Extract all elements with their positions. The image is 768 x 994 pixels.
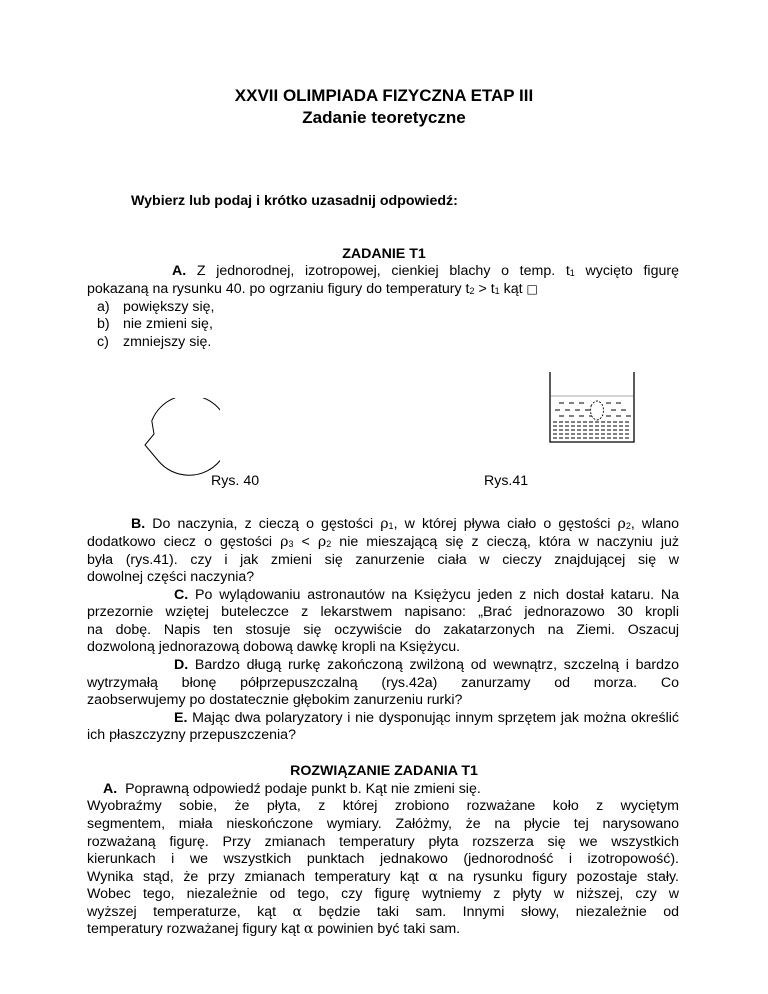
part-e-label: E. — [174, 710, 188, 726]
solution-a-label: A. — [103, 781, 118, 797]
part-a-label: A. — [172, 263, 187, 279]
solution-heading: ROZWIĄZANIE ZADANIA T1 — [290, 763, 478, 779]
part-c-line-2: przezornie wziętej buteleczce z lekarstwem napisano: „Brać jednorazowo 30 kropli — [87, 604, 679, 620]
instruction: Wybierz lub podaj i krótko uzasadnij odpowiedź: — [131, 193, 458, 209]
solution-line-4: kierunkach i we wszystkich punktach jednakowo (jednorodność i izotropowość). — [87, 851, 679, 867]
part-d-line-2: wytrzymałą błonę półprzepuszczalną (rys.42a) zanurzamy od morza. Co — [87, 675, 679, 691]
part-c-line-1: C. Po wylądowaniu astronautów na Księżycu jeden z nich dostał kataru. Na — [174, 587, 679, 603]
figure-40-disc — [128, 398, 220, 490]
figure-40-caption: Rys. 40 — [211, 473, 260, 489]
part-c-label: C. — [174, 587, 189, 603]
solution-a-first-line: A. Poprawną odpowiedź podaje punkt b. Kąt nie zmieni się. — [103, 781, 481, 797]
task-heading: ZADANIE T1 — [342, 246, 426, 262]
part-a-line-1: A. Z jednorodnej, izotropowej, cienkiej blachy o temp. $t_1$ wycięto figurę — [172, 263, 679, 279]
solution-line-8: temperatury rozważanej figury kąt α powinien być taki sam. — [87, 921, 461, 937]
part-c-line-3: na dobę. Napis ten stosuje się oczywiście do zakatarzonych na Ziemi. Oszacuj — [87, 622, 679, 638]
solution-line-5: Wynika stąd, że przy zmianach temperatury kąt α na rysunku figury pozostaje stały. — [87, 869, 679, 885]
document-subtitle: Zadanie teoretyczne — [302, 108, 466, 127]
part-d-label: D. — [174, 657, 189, 673]
missing-glyph: □ — [526, 282, 538, 296]
part-b-line-4: dowolnej części naczynia? — [87, 569, 255, 585]
option-a: a) powiększy się, — [97, 299, 215, 315]
part-d-line-1: D. Bardzo długą rurkę zakończoną zwilżoną od wewnątrz, szczelną i bardzo — [174, 657, 679, 673]
solution-line-7: wyższej temperaturze, kąt α będzie taki sam. Innymi słowy, niezależnie od — [87, 904, 679, 920]
figure-41-caption: Rys.41 — [484, 473, 529, 489]
solution-line-6: Wobec tego, niezależnie od tego, czy figurę wytniemy z płyty w niższej, czy w — [87, 886, 679, 902]
part-a-line-2: pokazaną na rysunku 40. po ogrzaniu figury do temperatury $t_2 > t_1$ kąt □ — [87, 281, 538, 297]
solution-line-1: Wyobraźmy sobie, że płyta, z której zrobiono rozważane koło z wyciętym — [87, 798, 679, 814]
option-b: b) nie zmieni się, — [97, 316, 213, 332]
part-e-line-2: ich płaszczyzny przepuszczenia? — [87, 727, 296, 743]
part-e-line-1: E. Mając dwa polaryzatory i nie dysponując innym sprzętem jak można określić — [174, 710, 679, 726]
solution-line-3: rozważaną figurę. Przy zmianach temperatury płyta rozszerza się we wszystkich — [87, 834, 679, 850]
solution-line-2: segmentem, miała nieskończone wymiary. Załóżmy, że na płycie tej narysowano — [87, 816, 679, 832]
part-d-line-3: zaobserwujemy po dostatecznie głębokim zanurzeniu rurki? — [87, 692, 463, 708]
part-b-line-2: dodatkowo ciecz o gęstości $\rho_3 < \rho_2$ nie mieszającą się z cieczą, która w naczyniu już — [87, 534, 679, 550]
figure-41-vessel — [543, 366, 641, 462]
part-b-line-1: B. Do naczynia, z cieczą o gęstości $\rho_1$, w której pływa ciało o gęstości $\rho_2$, wlano — [131, 516, 679, 532]
part-b-line-3: była (rys.41). czy i jak zmieni się zanurzenie ciała w cieczy znajdującej się w — [87, 552, 679, 568]
document-title: XXVII OLIMPIADA FIZYCZNA ETAP III — [234, 86, 534, 105]
option-c: c) zmniejszy się. — [97, 334, 212, 350]
part-b-label: B. — [131, 516, 146, 532]
part-c-line-4: dozwoloną jednorazową dobową dawkę kropli na Księżycu. — [87, 639, 461, 655]
